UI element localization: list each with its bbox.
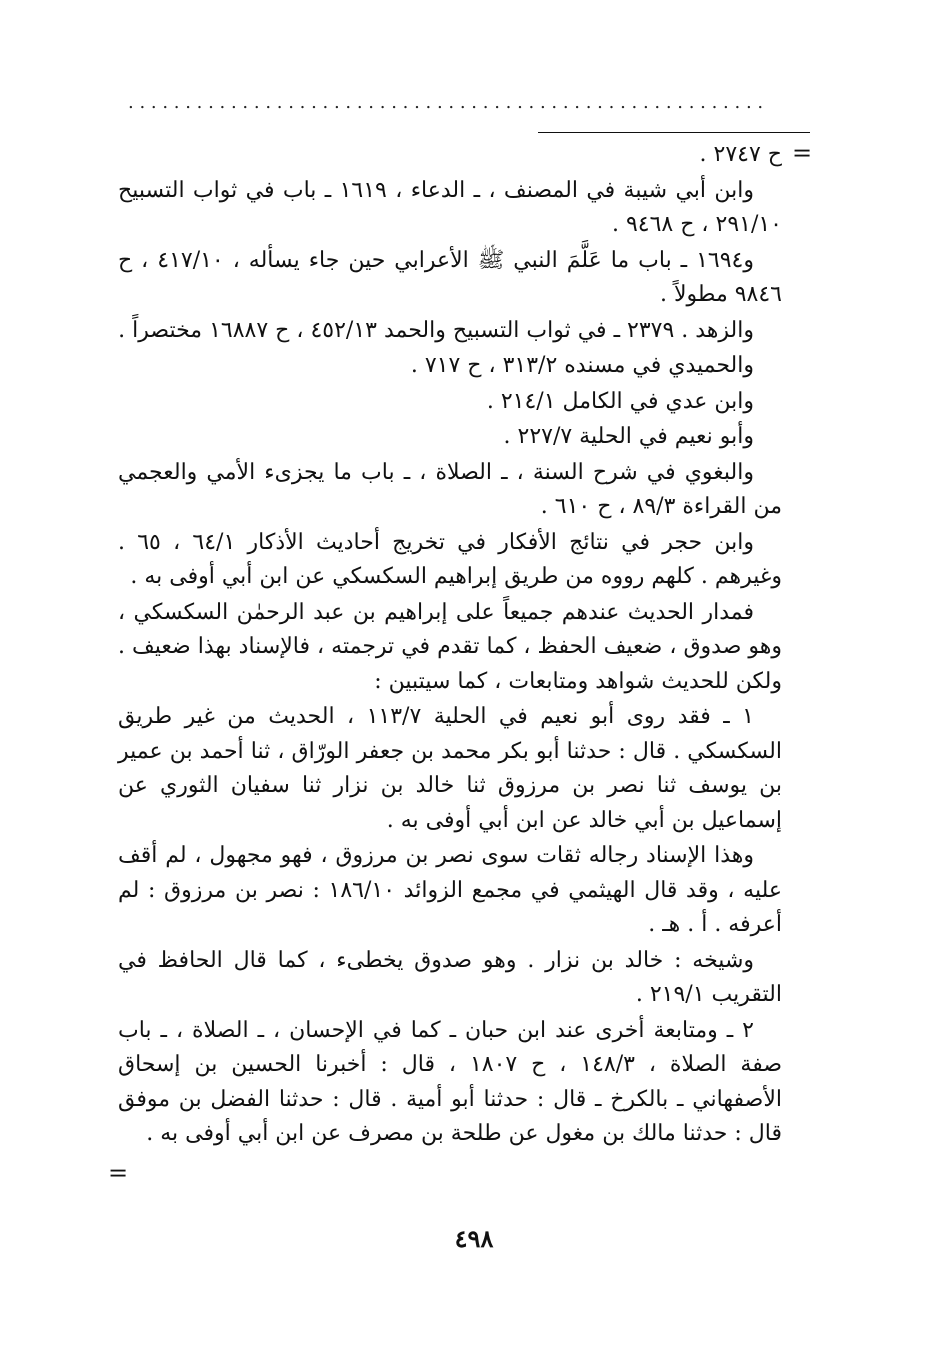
paragraph: ١ ـ فقد روى أبو نعيم في الحلية ١١٣/٧ ، الحديث من غير طريق السكسكي . قال : حدثنا أبو بكر محمد بن جعفر الورّاق ، ثنا أحمد بن عمير بن يوسف ثنا نصر بن مرزوق ثنا خالد بن نزار ثنا سفيان الثوري عن إسماعيل بن أبي خالد عن ابن أبي أوفى به . <box>118 704 782 833</box>
paragraph: وشيخه : خالد بن نزار . وهو صدوق يخطىء ، كما قال الحافظ في التقريب ٢١٩/١ . <box>118 947 782 1007</box>
paragraph: و١٦٩٤ ـ باب ما عَلَّمَ النبي ﷺ الأعرابي حين جاء يسأله ، ٤١٧/١٠ ، ح ٩٨٤٦ مطولاً . <box>118 247 782 307</box>
paragraph: وابن حجر في نتائج الأفكار في تخريج أحاديث الأذكار ٦٤/١ ، ٦٥ . وغيرهم . كلهم رووه من طريق إبراهيم السكسكي عن ابن أبي أوفى به . <box>118 529 782 589</box>
continuation-mark-top: = <box>792 139 813 167</box>
paragraph: فمدار الحديث عندهم جميعاً على إبراهيم بن عبد الرحمٰن السكسكي ، وهو صدوق ، ضعيف الحفظ ، كما تقدم في ترجمته ، فالإسناد بهذا ضعيف . ولكن للحديث شواهد ومتابعات ، كما سيتبين : <box>118 599 782 694</box>
paragraph: وابن أبي شيبة في المصنف ، ـ الدعاء ، ١٦١٩ ـ باب في ثواب التسبيح ٢٩١/١٠ ، ح ٩٤٦٨ . <box>118 177 782 237</box>
paragraph: وابن عدي في الكامل ٢١٤/١ . <box>486 388 754 414</box>
footnote-text-block <box>118 138 782 1152</box>
paragraph: والحميدي في مسنده ٣١٣/٢ ، ح ٧١٧ . <box>410 353 754 378</box>
page-number: ٤٩٨ <box>454 1224 494 1253</box>
header-dotted-line: . . . . . . . . . . . . . . . . . . . . . . . . . . . . . . . . . . . . . . . . . . . . . . . . . . . . . . . . <box>128 92 764 112</box>
paragraph: والزهد . ٢٣٧٩ ـ في ثواب التسبيح والحمد ٤٥٢/١٣ ، ح ١٦٨٨٧ مختصراً . <box>118 317 754 343</box>
footnote-separator-rule <box>538 132 810 133</box>
paragraph: وأبو نعيم في الحلية ٢٢٧/٧ . <box>503 424 754 449</box>
paragraph: وهذا الإسناد رجاله ثقات سوى نصر بن مرزوق ، فهو مجهول ، لم أقف عليه ، وقد قال الهيثمي في مجمع الزوائد ١٨٦/١٠ : نصر بن مرزوق : لم أعرفه . أ . هـ . <box>118 843 782 937</box>
paragraph: ح ٢٧٤٧ . <box>699 142 782 167</box>
paragraph: والبغوي في شرح السنة ، ـ الصلاة ، ـ باب ما يجزىء الأمي والعجمي من القراءة ٨٩/٣ ، ح ٦١٠ . <box>118 459 782 519</box>
paragraph: ٢ ـ ومتابعة أخرى عند ابن حبان ـ كما في الإحسان ، ـ الصلاة ، ـ باب صفة الصلاة ، ١٤٨/٣ ، ح ١٨٠٧ ، قال : أخبرنا الحسين بن إسحاق الأصفهاني ـ بالكرخ ـ قال : حدثنا أبو أمية . قال : حدثنا الفضل بن موفق قال : حدثنا مالك بن مغول عن طلحة بن مصرف عن ابن أبي أوفى به . <box>118 1017 783 1146</box>
continuation-mark-bottom: = <box>108 1159 129 1187</box>
